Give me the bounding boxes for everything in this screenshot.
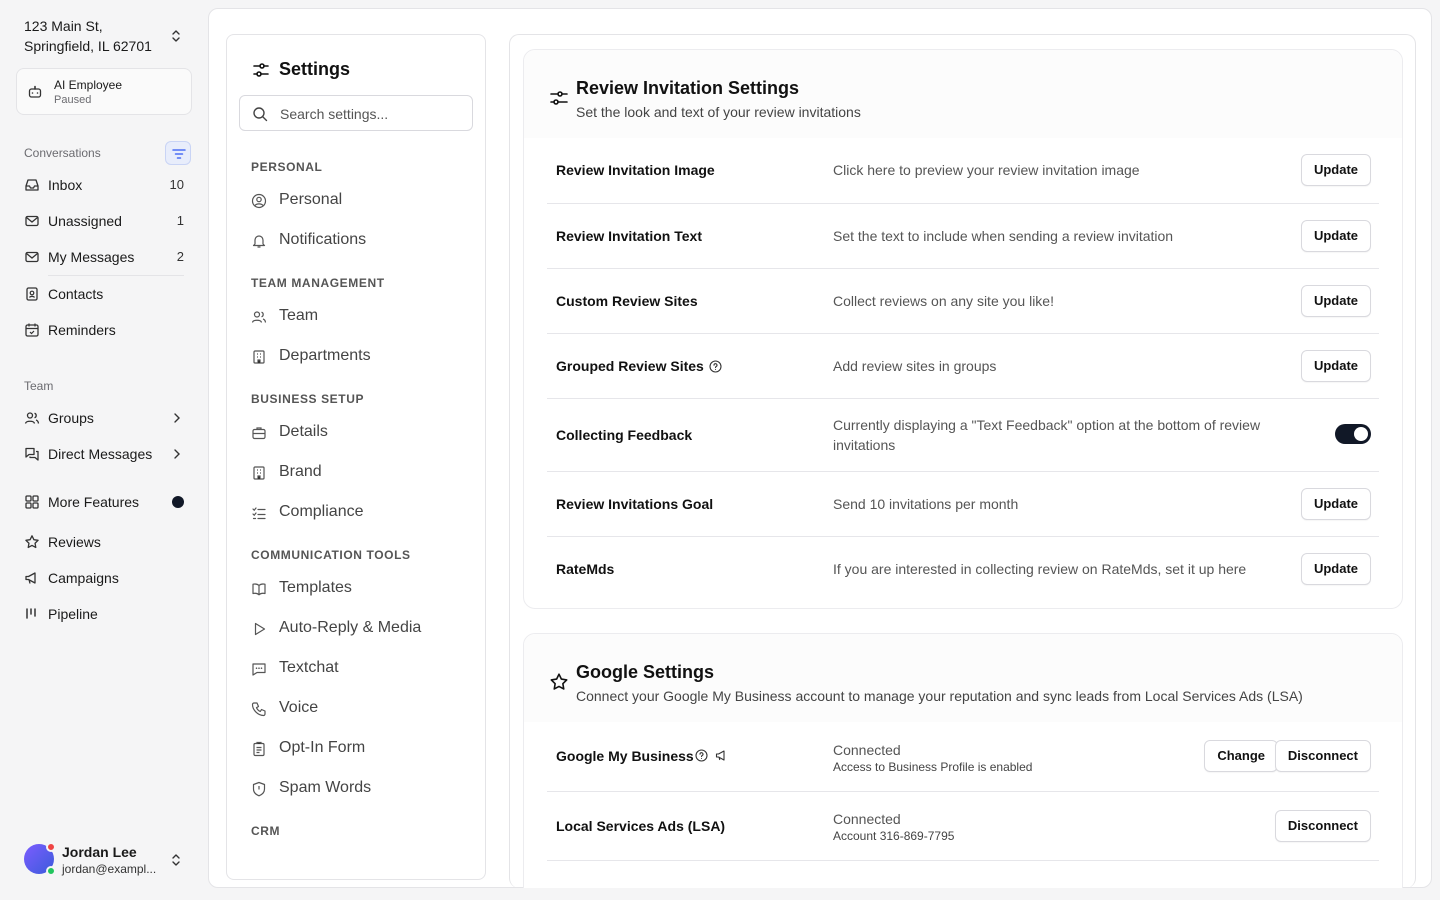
disconnect-button[interactable]: Disconnect — [1275, 740, 1371, 772]
user-menu[interactable] — [24, 842, 194, 878]
nav-my-messages-count: 2 — [176, 249, 184, 264]
settings-search[interactable] — [239, 95, 473, 131]
team-label: Team — [24, 379, 54, 393]
change-button[interactable]: Change — [1204, 740, 1278, 772]
settings-content — [509, 34, 1416, 888]
contact-book-icon — [24, 286, 40, 302]
nav-campaigns[interactable] — [24, 567, 184, 589]
main-panel — [208, 8, 1432, 888]
settings-item-label: Personal — [279, 191, 343, 208]
row-description: Add review sites in groups — [833, 358, 997, 374]
row-name: Review Invitations Goal — [556, 496, 714, 512]
nav-reminders-label: Reminders — [48, 322, 116, 338]
grid-icon — [24, 494, 40, 510]
chat-bubbles-icon — [24, 446, 40, 462]
card-header — [524, 634, 1402, 722]
settings-item-voice[interactable] — [251, 697, 471, 721]
settings-title: Settings — [279, 59, 351, 79]
divider — [48, 275, 184, 276]
card-header — [524, 50, 1402, 138]
row-name: RateMds — [556, 561, 615, 577]
settings-item-label: Auto-Reply & Media — [279, 619, 422, 636]
online-status-badge — [46, 866, 56, 876]
connection-status: Connected — [833, 811, 901, 827]
megaphone-icon[interactable] — [715, 749, 728, 762]
group-personal: PERSONAL — [251, 160, 323, 174]
settings-row — [547, 268, 1379, 333]
settings-row — [547, 860, 1379, 888]
info-icon[interactable] — [695, 749, 708, 762]
robot-icon — [27, 84, 43, 100]
conversations-label: Conversations — [24, 146, 101, 160]
checklist-icon — [251, 505, 267, 521]
settings-item-notifications[interactable] — [251, 229, 471, 253]
nav-contacts[interactable] — [24, 283, 184, 305]
card-subtitle: Set the look and text of your review invitations — [576, 104, 861, 120]
settings-item-personal[interactable] — [251, 189, 471, 213]
settings-item-label: Spam Words — [279, 779, 372, 796]
building-icon — [251, 349, 267, 365]
settings-item-label: Notifications — [279, 231, 367, 248]
star-icon — [549, 672, 569, 692]
settings-row — [547, 471, 1379, 536]
user-name: Jordan Lee — [62, 844, 137, 860]
user-circle-icon — [251, 193, 267, 209]
nav-unassigned-label: Unassigned — [48, 213, 122, 229]
mail-icon — [24, 249, 40, 265]
location-switcher[interactable] — [24, 16, 194, 56]
clipboard-icon — [251, 741, 267, 757]
bell-icon — [251, 233, 267, 249]
nav-more-features-label: More Features — [48, 494, 140, 510]
connection-detail: Access to Business Profile is enabled — [833, 760, 1033, 774]
nav-inbox-label: Inbox — [48, 177, 83, 193]
nav-pipeline-label: Pipeline — [48, 606, 98, 622]
nav-inbox[interactable] — [24, 174, 184, 196]
settings-item-label: Compliance — [279, 503, 364, 520]
update-button[interactable]: Update — [1301, 220, 1371, 252]
row-description: Collect reviews on any site you like! — [833, 293, 1054, 309]
card-title: Review Invitation Settings — [576, 78, 800, 98]
card-title: Google Settings — [576, 662, 715, 682]
nav-reminders[interactable] — [24, 319, 184, 341]
settings-item-label: Brand — [279, 463, 322, 480]
info-icon[interactable] — [709, 360, 722, 373]
settings-item-spam-words[interactable] — [251, 777, 471, 801]
nav-contacts-label: Contacts — [48, 286, 104, 302]
row-name: Review Invitation Text — [556, 228, 702, 244]
nav-reviews-label: Reviews — [48, 534, 101, 550]
shield-icon — [251, 781, 267, 797]
group-team-management: TEAM MANAGEMENT — [251, 276, 385, 290]
settings-item-textchat[interactable] — [251, 657, 471, 681]
settings-item-team[interactable] — [251, 305, 471, 329]
location-line1: 123 Main St, — [24, 18, 103, 34]
row-description: If you are interested in collecting review on RateMds, set it up here — [833, 561, 1247, 577]
star-icon — [24, 534, 40, 550]
group-crm: CRM — [251, 824, 281, 838]
chevron-updown-icon — [170, 852, 182, 868]
alert-badge — [46, 842, 56, 852]
feedback-toggle[interactable] — [1335, 424, 1371, 444]
row-name: Google My Business — [556, 748, 694, 764]
row-name: Local Services Ads (LSA) — [556, 818, 726, 834]
disconnect-button[interactable]: Disconnect — [1275, 810, 1371, 842]
settings-item-label: Opt-In Form — [279, 739, 366, 756]
toggle-knob — [1354, 427, 1368, 441]
row-name: Collecting Feedback — [556, 427, 693, 443]
update-button[interactable]: Update — [1301, 154, 1371, 186]
nav-my-messages-label: My Messages — [48, 249, 135, 265]
settings-row — [547, 203, 1379, 268]
row-name: Review Invitation Image — [556, 162, 715, 178]
settings-item-label: Details — [279, 423, 328, 440]
nav-inbox-count: 10 — [169, 177, 184, 192]
chat-icon — [251, 661, 267, 677]
ai-employee-card[interactable] — [16, 68, 192, 115]
card-subtitle: Connect your Google My Business account to manage your reputation and sync leads from Local Services Ads (LSA) — [576, 688, 1303, 704]
play-icon — [251, 621, 267, 637]
update-button[interactable]: Update — [1301, 350, 1371, 382]
row-description: Send 10 invitations per month — [833, 496, 1019, 512]
settings-item-opt-in-form[interactable] — [251, 737, 471, 761]
nav-reviews[interactable] — [24, 531, 184, 553]
settings-item-templates[interactable] — [251, 577, 471, 601]
settings-row — [547, 398, 1379, 471]
nav-direct-messages[interactable] — [24, 443, 184, 465]
avatar — [24, 844, 54, 874]
settings-item-auto-reply[interactable] — [251, 617, 471, 641]
settings-row — [547, 536, 1379, 601]
update-button[interactable]: Update — [1301, 285, 1371, 317]
building-icon — [251, 465, 267, 481]
connection-detail: Account 316-869-7795 — [833, 829, 955, 843]
nav-unassigned-count: 1 — [176, 213, 184, 228]
review-invitation-card — [523, 49, 1403, 609]
settings-row — [547, 791, 1379, 860]
nav-groups[interactable] — [24, 407, 184, 429]
book-open-icon — [251, 581, 267, 597]
settings-item-brand[interactable] — [251, 461, 471, 485]
megaphone-icon — [24, 570, 40, 586]
settings-nav — [226, 34, 486, 880]
notification-dot — [172, 496, 184, 508]
sliders-icon — [252, 61, 270, 79]
chevron-right-icon — [172, 411, 182, 425]
app-sidebar — [0, 0, 208, 900]
users-icon — [24, 410, 40, 426]
phone-icon — [251, 701, 267, 717]
settings-item-label: Voice — [279, 699, 319, 716]
users-icon — [251, 309, 267, 325]
chevron-right-icon — [172, 447, 182, 461]
settings-row — [547, 333, 1379, 398]
row-description[interactable]: Click here to preview your review invitation image — [833, 162, 1140, 178]
location-line2: Springfield, IL 62701 — [24, 38, 152, 54]
row-description: Set the text to include when sending a review invitation — [833, 228, 1174, 244]
settings-item-label: Team — [279, 307, 319, 324]
ai-employee-status: Paused — [54, 94, 92, 106]
settings-item-details[interactable] — [251, 421, 471, 445]
nav-unassigned[interactable] — [24, 210, 184, 232]
google-settings-card — [523, 633, 1403, 888]
nav-my-messages[interactable] — [24, 246, 184, 268]
row-description: Currently displaying a "Text Feedback" option at the bottom of review invitations — [833, 417, 1261, 453]
ai-employee-title: AI Employee — [54, 78, 123, 92]
nav-direct-messages-label: Direct Messages — [48, 446, 153, 462]
user-email: jordan@exampl... — [62, 862, 157, 876]
nav-pipeline[interactable] — [24, 603, 184, 625]
calendar-icon — [24, 322, 40, 338]
group-business-setup: BUSINESS SETUP — [251, 392, 365, 406]
update-button[interactable]: Update — [1301, 553, 1371, 585]
nav-campaigns-label: Campaigns — [48, 570, 119, 586]
row-name: Custom Review Sites — [556, 293, 698, 309]
update-button[interactable]: Update — [1301, 488, 1371, 520]
filter-button[interactable] — [165, 141, 191, 165]
briefcase-icon — [251, 425, 267, 441]
settings-item-label: Textchat — [279, 659, 339, 676]
connection-status: Connected — [833, 742, 901, 758]
inbox-icon — [24, 177, 40, 193]
settings-row — [547, 138, 1379, 203]
settings-row — [547, 722, 1379, 791]
settings-item-compliance[interactable] — [251, 501, 471, 525]
group-communication-tools: COMMUNICATION TOOLS — [251, 548, 411, 562]
chevron-updown-icon[interactable] — [170, 28, 182, 44]
settings-item-label: Departments — [279, 347, 371, 364]
row-name: Grouped Review Sites — [556, 358, 704, 374]
filter-icon — [171, 146, 187, 162]
settings-item-label: Templates — [279, 579, 352, 596]
search-icon — [252, 106, 268, 122]
settings-item-departments[interactable] — [251, 345, 471, 369]
pipeline-icon — [24, 606, 40, 622]
search-input[interactable] — [280, 104, 460, 124]
mail-icon — [24, 213, 40, 229]
nav-groups-label: Groups — [48, 410, 94, 426]
nav-more-features[interactable] — [24, 491, 184, 513]
sliders-icon — [549, 88, 569, 108]
